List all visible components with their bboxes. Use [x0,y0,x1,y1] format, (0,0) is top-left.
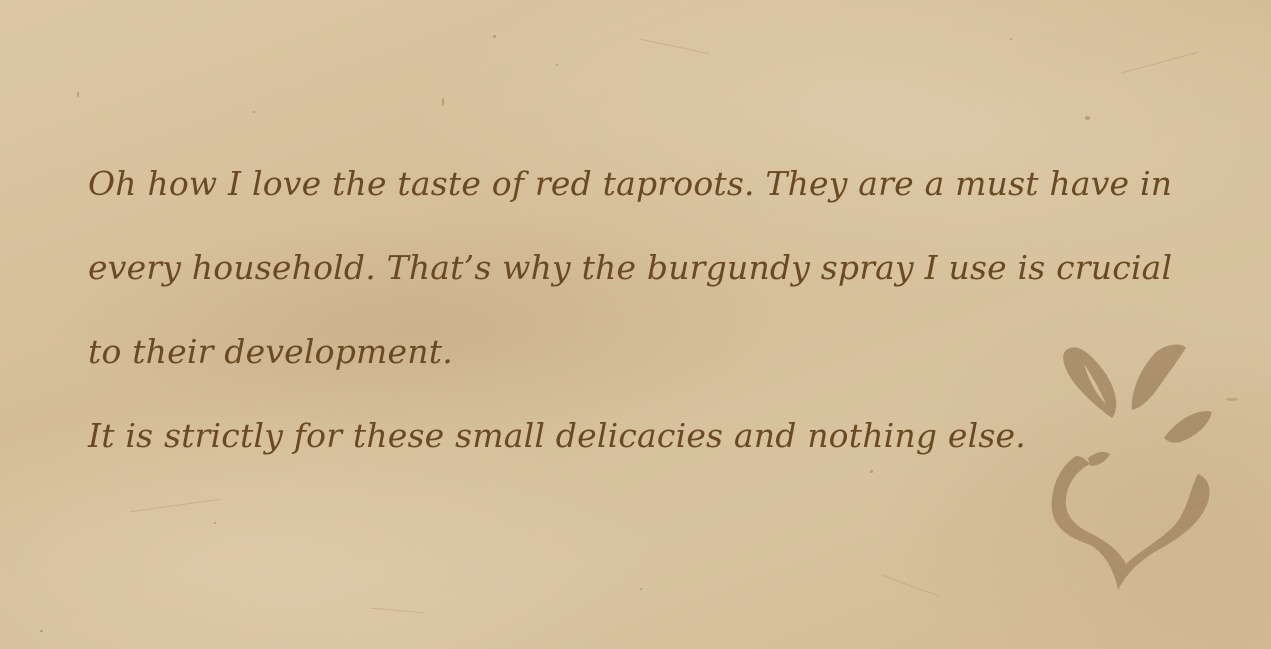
beetroot-icon [1040,338,1220,598]
note-paragraph-2: It is strictly for these small delicacies and nothing else. [88,416,1026,455]
handwritten-note [88,142,1198,478]
note-paragraph-1: Oh how I love the taste of red taproots. They are a must have in every household. That’s why the burgundy spray I use is crucial to their development. [88,164,1173,371]
